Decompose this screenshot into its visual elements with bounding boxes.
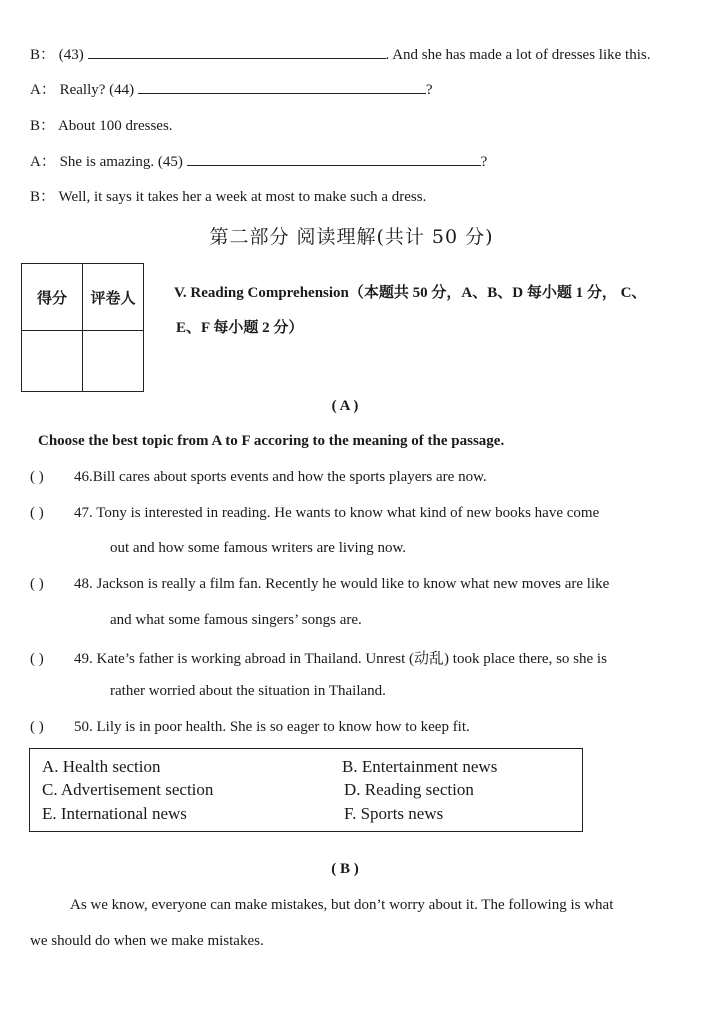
dialogue-text: About 100 dresses. <box>57 118 173 134</box>
question-text: 50. Lily is in poor health. She is so eager to know how to keep fit. <box>74 719 470 735</box>
section-heading: V. Reading Comprehension（本题共 50 分，A、B、D 每小题 1 分， C、 <box>174 285 647 301</box>
question-50 <box>30 719 470 736</box>
question-46 <box>30 469 487 486</box>
question-47-cont: out and how some famous writers are living now. <box>110 540 407 556</box>
section-b-label: ( B ) <box>331 861 359 877</box>
passage-b-line2: we should do when we make mistakes. <box>30 933 264 949</box>
speaker-label: B： <box>30 118 56 134</box>
instruction: Choose the best topic from A to F accoring to the meaning of the passage. <box>38 433 505 449</box>
score-table <box>21 263 144 392</box>
dialogue-line <box>30 114 173 135</box>
dialogue-line <box>30 185 426 206</box>
option-e: E. International news <box>42 804 187 823</box>
speaker-label: B： <box>30 189 56 205</box>
options-box <box>29 748 583 832</box>
option-d: D. Reading section <box>344 780 474 799</box>
question-47 <box>30 505 599 522</box>
question-49-cont: rather worried about the situation in Thailand. <box>110 683 386 699</box>
score-header: 得分 <box>22 264 83 331</box>
answer-blank-44[interactable] <box>138 79 426 94</box>
dialogue-text: ? <box>425 82 433 98</box>
question-48-cont: and what some famous singers’ songs are. <box>110 612 362 628</box>
section-a-label: ( A ) <box>331 398 359 414</box>
question-49 <box>30 647 607 668</box>
question-text: 49. Kate’s father is working abroad in Thailand. Unrest (动乱) took place there, so she is <box>74 651 607 667</box>
dialogue-line-45 <box>30 150 487 171</box>
passage-b-line1: As we know, everyone can make mistakes, but don’t worry about it. The following is what <box>70 897 614 913</box>
question-text: 48. Jackson is really a film fan. Recently he would like to know what new moves are like <box>74 576 610 592</box>
answer-blank-43[interactable] <box>88 44 386 59</box>
speaker-label: B： <box>30 47 56 63</box>
option-f: F. Sports news <box>344 804 444 823</box>
dialogue-text: She is amazing. (45) <box>59 154 183 170</box>
answer-paren[interactable]: ( ) <box>30 719 44 735</box>
answer-paren[interactable]: ( ) <box>30 651 44 667</box>
grader-cell[interactable] <box>83 331 144 392</box>
part-title: 第二部分 阅读理解(共计 50 分) <box>209 226 494 248</box>
dialogue-text: (43) <box>58 47 84 63</box>
dialogue-text: ? <box>480 154 488 170</box>
answer-paren[interactable]: ( ) <box>30 469 44 485</box>
answer-paren[interactable]: ( ) <box>30 505 44 521</box>
score-cell[interactable] <box>22 331 83 392</box>
dialogue-line-44 <box>30 78 433 99</box>
section-heading-cont: E、F 每小题 2 分） <box>176 320 304 336</box>
answer-blank-45[interactable] <box>187 151 481 166</box>
dialogue-text: Well, it says it takes her a week at most to make such a dress. <box>58 189 427 205</box>
dialogue-line-43 <box>30 43 650 64</box>
dialogue-text: Really? (44) <box>59 82 135 98</box>
option-b: B. Entertainment news <box>342 757 498 776</box>
speaker-label: A： <box>30 82 56 98</box>
question-text: 46.Bill cares about sports events and how the sports players are now. <box>74 469 487 485</box>
option-c: C. Advertisement section <box>42 780 214 799</box>
answer-paren[interactable]: ( ) <box>30 576 44 592</box>
option-a: A. Health section <box>42 757 161 776</box>
dialogue-text: . And she has made a lot of dresses like this. <box>385 47 651 63</box>
question-48 <box>30 576 609 593</box>
speaker-label: A： <box>30 154 56 170</box>
grader-header: 评卷人 <box>83 264 144 331</box>
question-text: 47. Tony is interested in reading. He wants to know what kind of new books have come <box>74 505 600 521</box>
